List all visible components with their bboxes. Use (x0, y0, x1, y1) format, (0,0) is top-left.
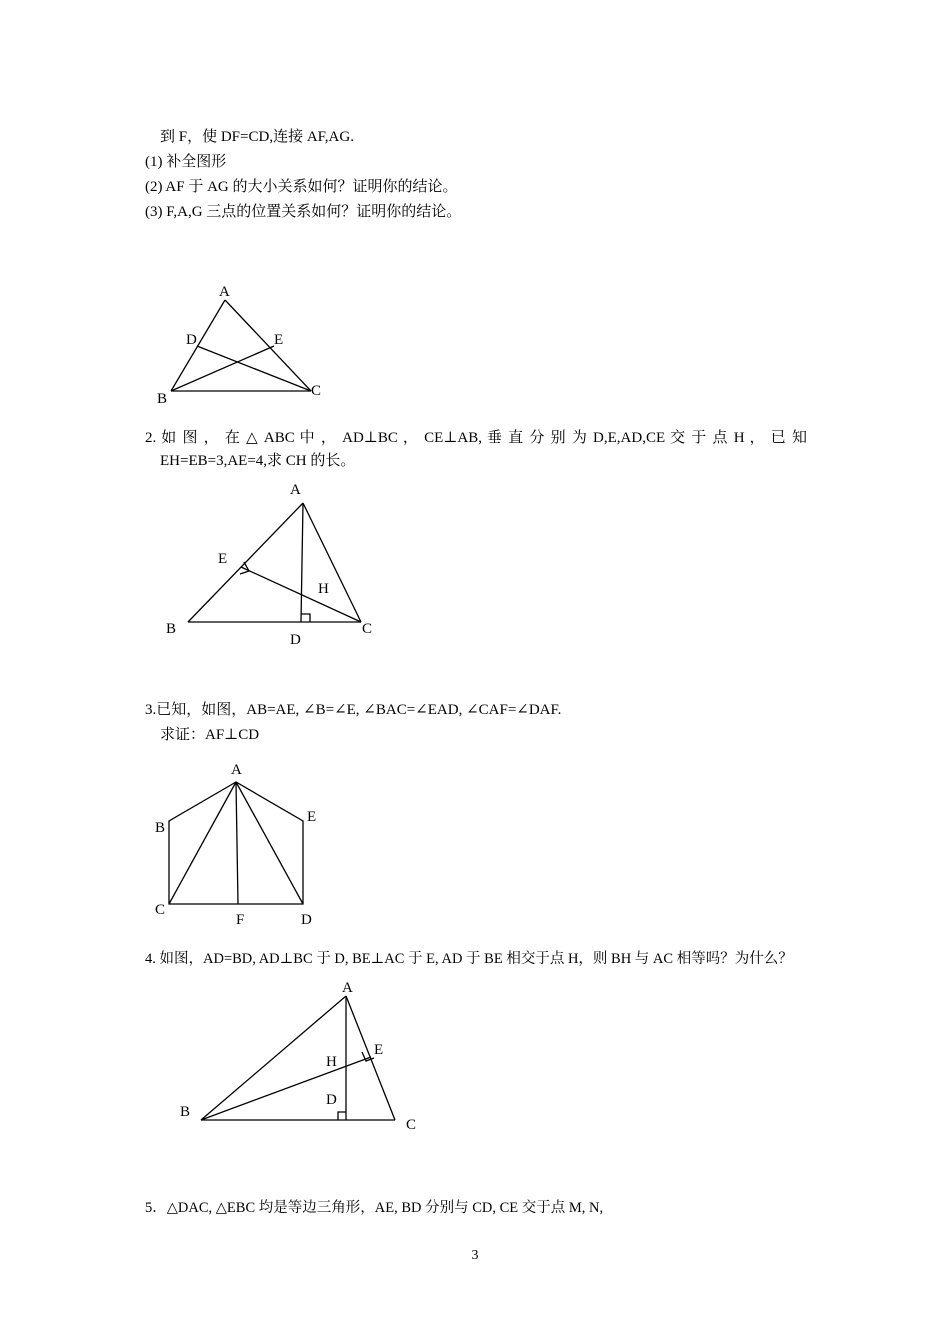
q4-segment-be (201, 1057, 371, 1120)
q1-segment-ab (171, 300, 225, 391)
q4-label-c: C (406, 1117, 417, 1133)
q4-segment-ac (346, 996, 395, 1120)
q4-label-a: A (342, 980, 353, 996)
q2-right-angle-e (240, 562, 249, 574)
q1-segment-dc (197, 346, 311, 391)
q4-text-line-1: 4. 如图，AD=BD, AD⊥BC 于 D, BE⊥AC 于 E, AD 于 BE 相交于点 H，则 BH 与 AC 相等吗？为什么？ (145, 951, 793, 967)
q3-label-d: D (301, 912, 312, 928)
q4-segment-ab (201, 996, 346, 1120)
page-number: 3 (471, 1248, 479, 1263)
q3-pentagon (169, 782, 303, 904)
q4-right-angle-e (362, 1052, 374, 1061)
q2-label-h: H (318, 581, 329, 597)
q2-text-line-1: 2. 如 图 ， 在 △ ABC 中 ， AD⊥BC ， CE⊥AB, 垂 直 分 别 为 D,E,AD,CE 交 于 点 H ， 已 知 (145, 430, 807, 446)
q1-subquestion-3: (3) F,A,G 三点的位置关系如何？证明你的结论。 (145, 204, 462, 220)
q4-label-e: E (374, 1042, 384, 1058)
q5-text-line-1: 5．△DAC, △EBC 均是等边三角形，AE, BD 分别与 CD, CE 交于点 M, N, (145, 1200, 604, 1216)
q2-segment-ad (301, 503, 303, 622)
q3-segment-ad (236, 782, 303, 904)
q1-segment-ac (225, 300, 311, 391)
q2-segment-ab (188, 503, 303, 622)
q3-segment-af (236, 782, 238, 904)
q1-label-e: E (274, 332, 284, 348)
q1-segment-be (171, 346, 274, 391)
q1-label-a: A (219, 284, 230, 300)
q1-subquestion-2: (2) AF 于 AG 的大小关系如何？证明你的结论。 (145, 179, 458, 195)
q1-continuation-line: 到 F，使 DF=CD,连接 AF,AG. (160, 129, 354, 145)
q3-text-line-1: 3.已知，如图，AB=AE, ∠B=∠E, ∠BAC=∠EAD, ∠CAF=∠DAF. (145, 702, 562, 718)
q1-label-c: C (311, 383, 322, 399)
q3-text-line-2: 求证：AF⊥CD (160, 727, 260, 743)
q2-label-b: B (166, 621, 177, 637)
q3-label-f: F (236, 912, 245, 928)
q3-label-c: C (155, 902, 166, 918)
q2-label-c: C (362, 621, 373, 637)
q2-label-e: E (218, 551, 228, 567)
q3-segment-ac (169, 782, 236, 904)
q2-segment-ac (303, 503, 361, 622)
q2-label-a: A (290, 482, 301, 498)
q4-label-d: D (326, 1092, 337, 1108)
q4-label-b: B (180, 1104, 191, 1120)
q3-label-b: B (155, 820, 166, 836)
q3-label-a: A (231, 762, 242, 778)
q1-label-b: B (157, 391, 168, 407)
q3-label-e: E (307, 809, 317, 825)
q4-label-h: H (326, 1054, 337, 1070)
q1-label-d: D (186, 332, 197, 348)
q2-text-line-2: EH=EB=3,AE=4,求 CH 的长。 (160, 453, 356, 469)
q1-subquestion-1: (1) 补全图形 (145, 154, 227, 170)
q2-right-angle-d (301, 614, 310, 622)
q2-label-d: D (290, 632, 301, 648)
q4-right-angle-d (338, 1112, 346, 1120)
q2-segment-ec (241, 567, 361, 622)
